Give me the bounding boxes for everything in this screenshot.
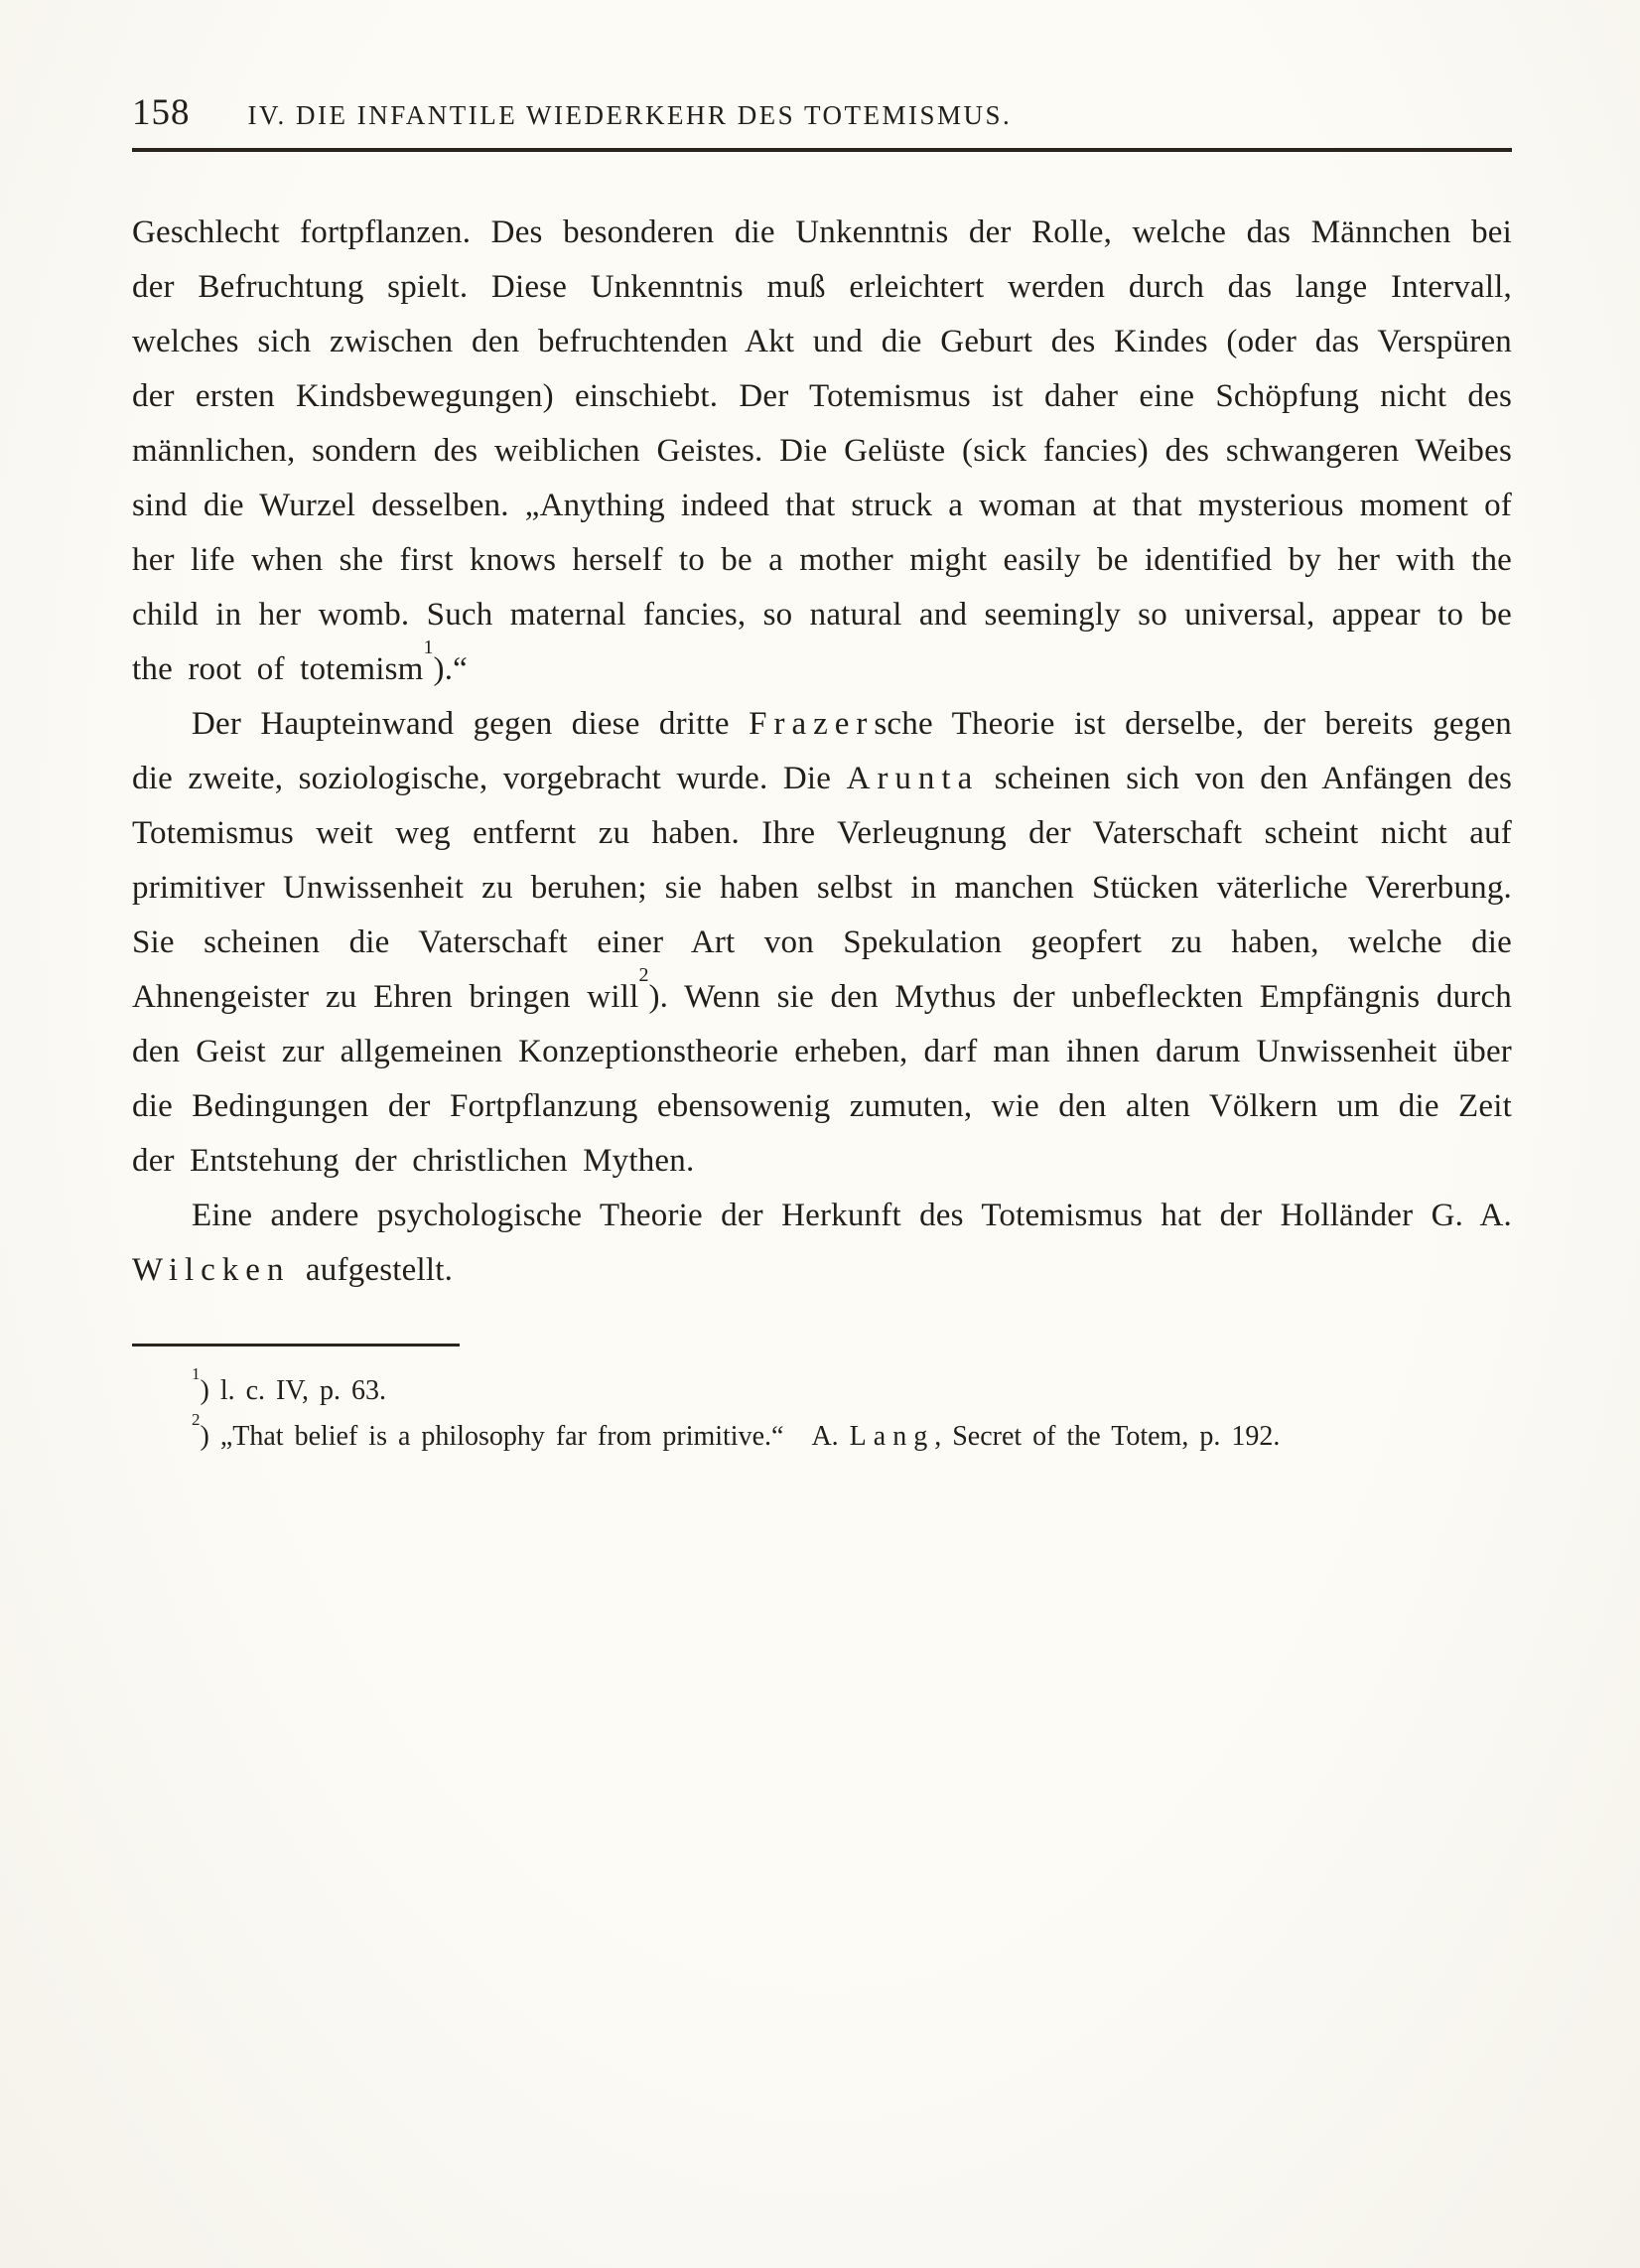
person-name-frazer: Frazer [749,706,875,742]
footnote-ref-2: 2 [638,964,649,986]
header-rule [132,148,1512,152]
paragraph-text: aufgestellt. [290,1252,454,1288]
footnote-number-2: 2 [192,1409,201,1429]
page-header [132,91,1512,134]
paragraph-text: Eine andere psychologische Theorie der Herkunft des Totemismus hat der Holländer G. A. [192,1198,1512,1233]
body-text [132,206,1512,1298]
tribe-name-arunta: Arunta [846,761,980,796]
paragraph-text: Geschlecht fortpflanzen. Des besonderen die Unkenntnis der Rolle, welche das Männchen bei der Befruchtung spielt. Diese Unkenntnis muß erleichtert werden durch das lange Intervall, welches sich zwischen den befruchtenden Akt und die Geburt des Kindes (oder das Verspüren der ersten Kindsbewegungen) einschiebt. Der Totemismus ist daher eine Schöpfung nicht des männlichen, sondern des weiblichen Geistes. Die Gelüste (sick fancies) des schwangeren Weibes sind die Wurzel desselben. „Anything indeed that struck a woman at that mysterious moment of her life when she first knows herself to be a mother might easily be identified by her with the child in her womb. Such maternal fancies, so natural and seemingly so universal, appear to be the root of totemism [132,214,1512,687]
footnote-text: ) „That belief is a philosophy far from primitive.“ A. [200,1421,850,1452]
paragraph-text: scheinen sich von den Anfängen des Totemismus weit weg entfernt zu haben. Ihre Verleugnung der Vaterschaft scheint nicht auf primitiver Unwissenheit zu beruhen; sie haben selbst in manchen Stücken väterliche Vererbung. Sie scheinen die Vaterschaft einer Art von Spekulation geopfert zu haben, welche die Ahnengeister zu Ehren bringen will [132,761,1512,1015]
paragraph-2 [132,697,1512,1189]
person-name-wilcken: Wilcken [132,1252,291,1288]
footnote-ref-1: 1 [423,637,434,658]
paragraph-text: Der Haupteinwand gegen diese dritte [192,706,750,742]
text-block [132,91,1512,1460]
paragraph-text: sche Theorie ist derselbe, der bereits gegen die zweite, soziologische, vorgebracht wurde. Die [132,706,1512,796]
running-title: IV. DIE INFANTILE WIEDERKEHR DES TOTEMISMUS. [247,100,1013,130]
footnote-number-1: 1 [192,1363,201,1383]
footnote-1 [132,1363,1512,1414]
footnote-text: ) l. c. IV, p. 63. [200,1375,386,1406]
paragraph-1 [132,206,1512,697]
footnote-text: , Secret of the Totem, p. 192. [934,1421,1281,1452]
paragraph-text: ). Wenn sie den Mythus der unbefleckten Empfängnis durch den Geist zur allgemeinen Konzeptionstheorie erheben, darf man ihnen darum Unwissenheit über die Bedingungen der Fortpflanzung ebensowenig zumuten, wie den alten Völkern um die Zeit der Entstehung der christlichen Mythen. [132,979,1513,1179]
footnotes-section [132,1344,1512,1460]
person-name-lang: Lang [849,1421,935,1452]
footnote-rule [132,1344,460,1347]
footnote-2 [132,1409,1512,1460]
paragraph-text: ).“ [433,651,469,687]
page-number: 158 [132,92,191,133]
paragraph-3 [132,1189,1512,1298]
